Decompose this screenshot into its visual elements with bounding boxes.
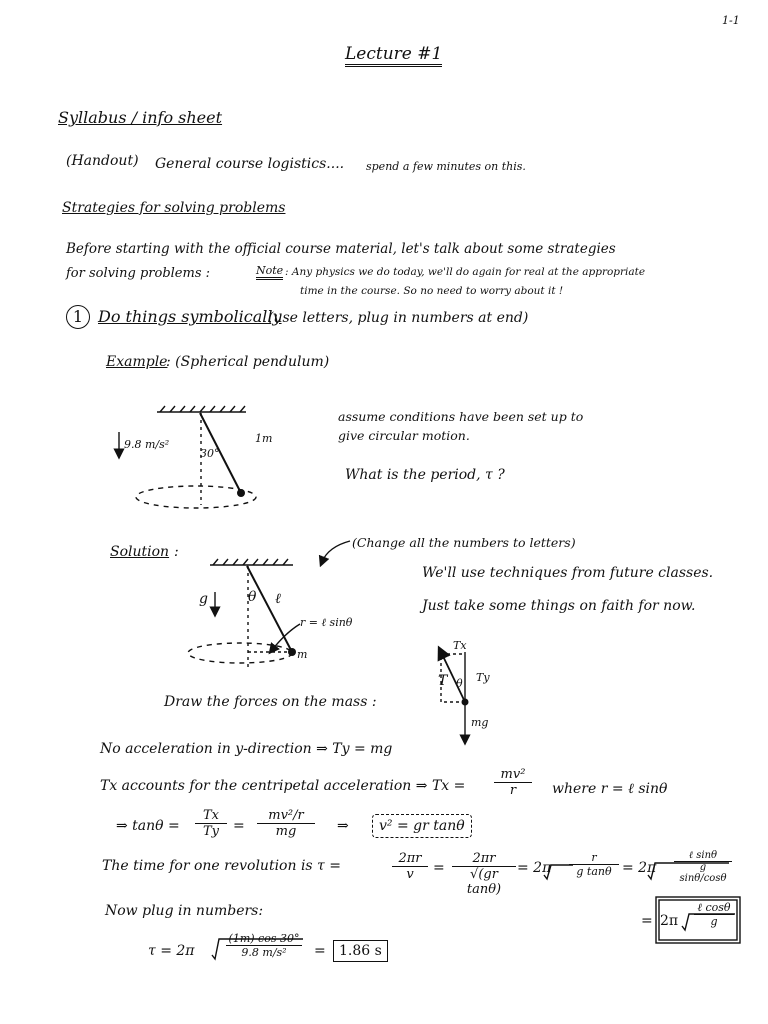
final-box-outer [656,897,740,943]
gravity-value: 9.8 m/s² [124,438,170,451]
force-mg-label: mg [471,716,489,729]
where-r-line: where r = ℓ sinθ [552,781,668,797]
force-theta-label: θ [456,677,463,690]
length-symbol: ℓ [275,591,281,607]
change-note-arrow [322,541,350,562]
sqrt-sign-4 [648,863,729,879]
strategies-intro-1: Before starting with the official course material, let's talk about some strategies [66,241,616,257]
final-denominator: g [710,915,718,928]
tx-centripetal-line: Tx accounts for the centripetal acceleration ⇒ Tx = [100,778,466,794]
final-box-inner [659,900,737,940]
period-f1-numerator: 2πr [392,851,428,867]
handout-label: (Handout) [66,153,139,169]
pendulum-string-example [200,413,241,493]
tan-f2-denominator: mg [275,824,297,839]
force-tx-label: Tx [453,639,467,652]
faith-line: Just take some things on faith for now. [422,598,696,614]
sqrt-sign-numeric [212,939,303,959]
tx-numerator: mv² [494,767,532,783]
mass-symbol: m [297,648,308,661]
force-ty-label: Ty [476,671,490,684]
bob-example [237,489,245,497]
numeric-denominator: 9.8 m/s² [241,946,287,959]
item-number-circle: 1 [66,305,90,329]
page-number: 1-1 [722,14,740,27]
final-two-pi: 2π [660,913,679,929]
solution-label: Solution [110,544,170,560]
spend-note: spend a few minutes on this. [366,160,526,173]
note-label: Note [256,264,283,280]
tan-equals: = [233,818,245,834]
period-equals-2: = 2π [517,860,552,876]
item1-title: Do things symbolically [98,307,282,326]
numeric-numerator: (1m) cos 30° [226,932,302,946]
tx-denominator: r [509,783,517,798]
numeric-equals: = [314,943,326,959]
period-equals-3: = 2π [622,860,657,876]
pendulum-length: 1m [255,432,273,445]
note-line-1: : Any physics we do today, we'll do again for real at the appropriate [285,266,646,278]
time-revolution-line: The time for one revolution is τ = [102,858,341,874]
bob-solution [288,648,296,656]
force-t-label: T [438,673,448,689]
orbit-solution [188,643,292,663]
period-f2-denominator: √(gr tanθ) [466,867,502,897]
tau-equation: τ = 2π [148,943,195,959]
gravity-symbol: g [199,591,208,607]
v-squared-result: v² = gr tanθ [372,814,472,838]
ceiling-hatch-example [160,406,245,412]
assume-line-2: give circular motion. [338,428,470,443]
tension-arrow [441,652,465,702]
period-equals-1: = [433,860,445,876]
period-f3-numerator: r [569,851,619,865]
draw-forces-text: Draw the forces on the mass : [164,694,377,710]
assume-line-1: assume conditions have been set up to [338,409,584,424]
example-desc: : (Spherical pendulum) [166,354,330,370]
ceiling-hatch-solution [213,559,288,565]
course-logistics: General course logistics.... [155,156,345,172]
implies-arrow: ⇒ [337,818,349,834]
tan-start: ⇒ tanθ = [116,818,180,834]
tan-f2-numerator: mv²/r [257,808,315,824]
period-f1-denominator: v [406,867,414,882]
tan-f1-numerator: Tx [195,808,227,824]
strategies-intro-2: for solving problems : [66,266,211,281]
final-numerator: ℓ cosθ [694,901,734,915]
radius-relation: r = ℓ sinθ [300,616,353,629]
lecture-title: Lecture #1 [345,44,442,67]
plug-in-heading: Now plug in numbers: [105,903,264,919]
final-equals: = [641,913,653,929]
change-note: (Change all the numbers to letters) [352,535,576,550]
pendulum-string-solution [247,566,292,652]
radius-pointer [272,624,300,650]
period-f4-denominator: g sinθ/cosθ [679,862,727,884]
period-f2-numerator: 2πr [452,851,516,867]
period-f3-denominator: g tanθ [576,865,612,878]
no-acceleration-line: No acceleration in y-direction ⇒ Ty = mg [100,741,393,757]
sqrt-sign-3 [544,865,573,879]
note-line-2: time in the course. So no need to worry about it ! [300,285,564,297]
theta-symbol: θ [248,589,257,605]
solution-colon: : [174,544,179,560]
period-question: What is the period, τ ? [345,467,505,483]
period-f4-numerator: ℓ sinθ [674,850,732,862]
period-result: 1.86 s [333,940,388,962]
example-label: Example [106,354,168,370]
tan-f1-denominator: Ty [202,824,219,839]
techniques-line: We'll use techniques from future classes. [422,565,714,581]
bob-force-diagram [462,699,469,706]
item1-subtitle: (use letters, plug in numbers at end) [268,310,529,326]
sqrt-sign-final [682,914,735,930]
strategies-heading: Strategies for solving problems [62,200,286,216]
syllabus-heading: Syllabus / info sheet [58,108,223,127]
pendulum-angle: 30° [200,447,220,460]
